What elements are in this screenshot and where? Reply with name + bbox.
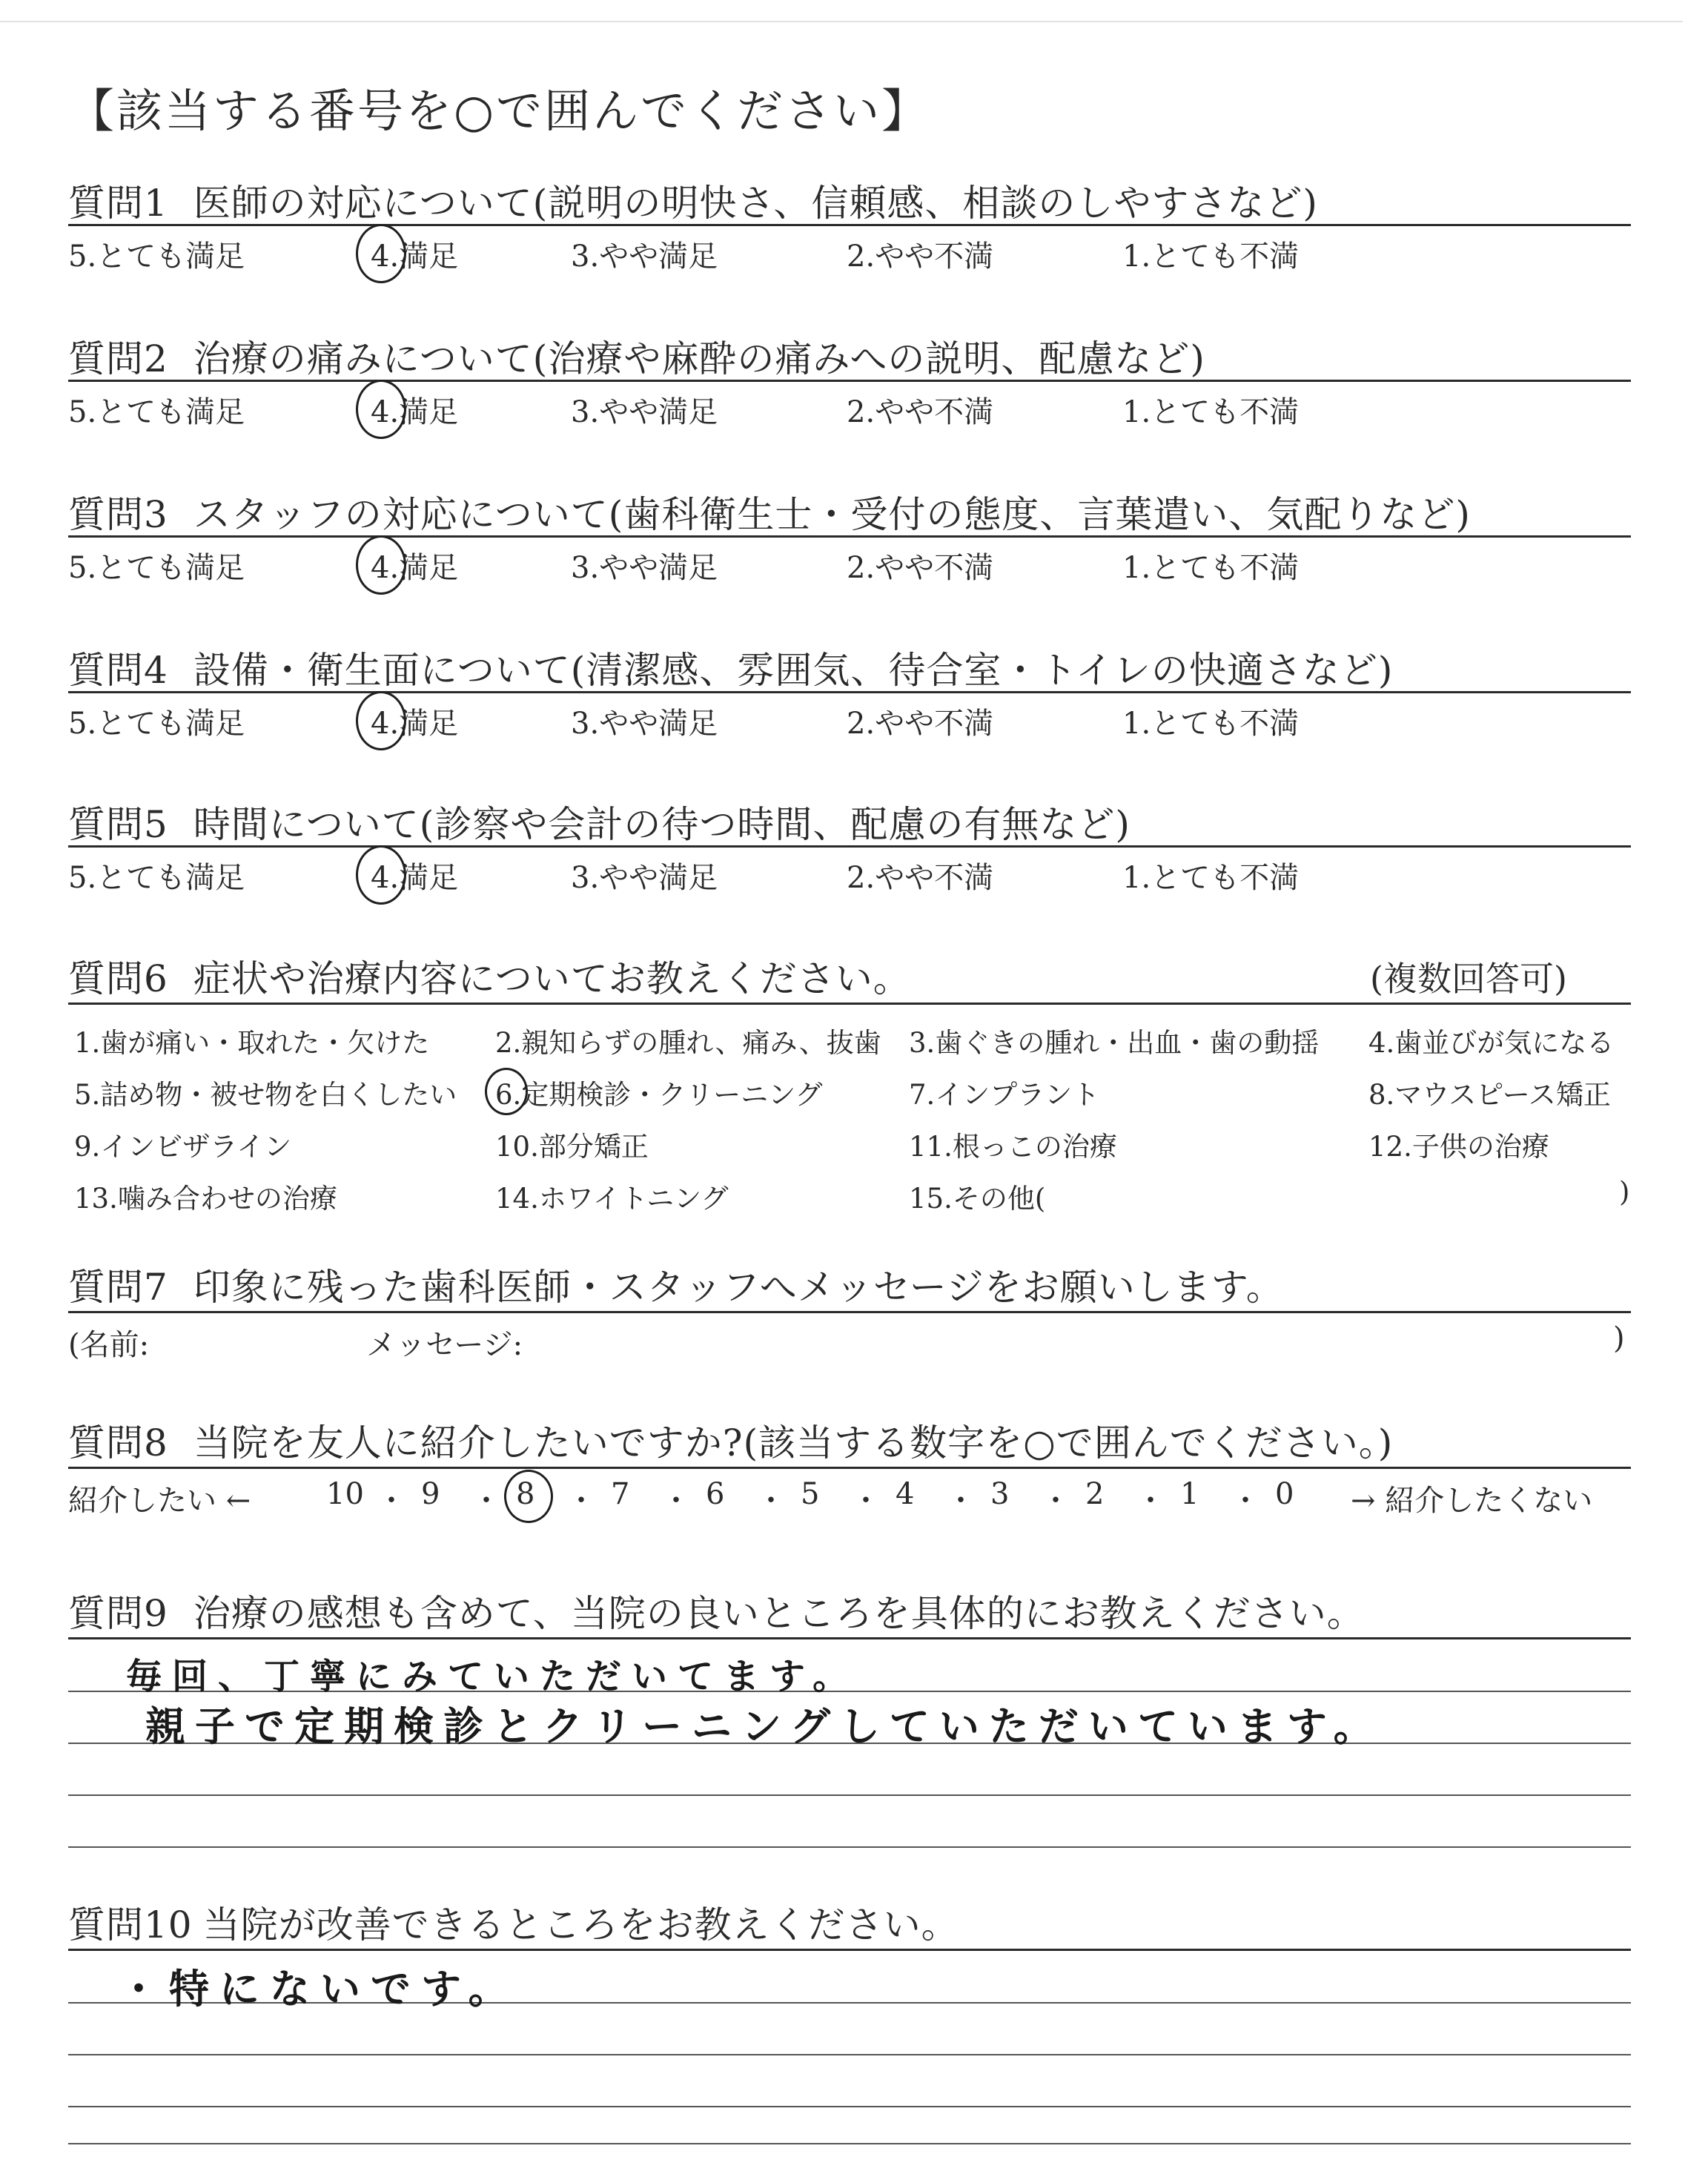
scale-value[interactable]: 6 bbox=[706, 1477, 725, 1511]
treatment-option[interactable]: 13.噛み合わせの治療 bbox=[74, 1183, 337, 1215]
multiple-answer-note: (複数回答可) bbox=[1370, 959, 1567, 999]
rating-option[interactable]: 2.やや不満 bbox=[847, 240, 994, 274]
rating-option[interactable]: 4.満足 bbox=[371, 861, 459, 895]
question-number: 質問3 bbox=[68, 493, 168, 536]
question-title bbox=[68, 795, 1131, 848]
question-5 bbox=[0, 795, 1708, 943]
selected-answer-circle bbox=[356, 380, 406, 439]
rating-option[interactable]: 5.とても満足 bbox=[68, 707, 245, 741]
scale-value[interactable]: 2 bbox=[1085, 1477, 1105, 1511]
scale-separator: ・ bbox=[377, 1484, 406, 1518]
question-text: 当院が改善できるところをお教えください。 bbox=[202, 1903, 959, 1946]
scale-separator: ・ bbox=[756, 1484, 786, 1518]
handwritten-answer-line: 毎回、丁寧にみていただいてます。 bbox=[126, 1656, 859, 1697]
question-title bbox=[68, 1413, 1393, 1467]
question-text: 印象に残った歯科医師・スタッフへメッセージをお願いします。 bbox=[193, 1266, 1284, 1309]
treatment-option[interactable]: 15.その他( bbox=[909, 1183, 1046, 1215]
question-rule bbox=[68, 1467, 1631, 1469]
rating-option[interactable]: 3.やや満足 bbox=[571, 861, 718, 895]
question-rule bbox=[68, 1637, 1631, 1639]
scan-top-edge bbox=[0, 21, 1683, 22]
rating-option[interactable]: 3.やや満足 bbox=[571, 240, 718, 274]
treatment-option[interactable]: 7.インプラント bbox=[909, 1079, 1100, 1111]
closing-paren: ) bbox=[1613, 1321, 1625, 1355]
selected-answer-circle bbox=[356, 691, 406, 750]
rating-option[interactable]: 2.やや不満 bbox=[847, 861, 994, 895]
question-3 bbox=[0, 485, 1708, 633]
message-label: メッセージ: bbox=[366, 1328, 523, 1362]
scale-value[interactable]: 7 bbox=[611, 1477, 630, 1511]
rating-option[interactable]: 1.とても不満 bbox=[1122, 395, 1300, 429]
answer-line bbox=[68, 2143, 1631, 2144]
rating-option[interactable]: 4.満足 bbox=[371, 395, 459, 429]
treatment-option[interactable]: 6.定期検診・クリーニング bbox=[495, 1079, 823, 1111]
question-rule bbox=[68, 1311, 1631, 1313]
scale-separator: ・ bbox=[1041, 1484, 1070, 1518]
question-rule bbox=[68, 1949, 1631, 1951]
scale-value[interactable]: 8 bbox=[516, 1477, 535, 1511]
question-text: 治療の痛みについて(治療や麻酔の痛みへの説明、配慮など) bbox=[193, 337, 1205, 380]
question-number: 質問9 bbox=[68, 1592, 168, 1635]
selected-answer-circle bbox=[356, 845, 406, 905]
rating-option[interactable]: 1.とても不満 bbox=[1122, 707, 1300, 741]
question-4 bbox=[0, 641, 1708, 789]
question-text: 当院を友人に紹介したいですか?(該当する数字を○で囲んでください。) bbox=[193, 1421, 1394, 1464]
scale-separator: ・ bbox=[1136, 1484, 1165, 1518]
question-7 bbox=[0, 1258, 1708, 1361]
question-number: 質問4 bbox=[68, 649, 168, 692]
treatment-option[interactable]: 8.マウスピース矯正 bbox=[1368, 1079, 1611, 1111]
question-title bbox=[68, 485, 1471, 538]
rating-option[interactable]: 5.とても満足 bbox=[68, 240, 245, 274]
name-label: (名前: bbox=[68, 1328, 150, 1362]
selected-answer-circle bbox=[504, 1470, 553, 1523]
question-10 bbox=[0, 1895, 1708, 2147]
scale-value[interactable]: 1 bbox=[1180, 1477, 1199, 1511]
question-title bbox=[68, 641, 1393, 694]
treatment-option[interactable]: 2.親知らずの腫れ、痛み、抜歯 bbox=[495, 1027, 881, 1059]
rating-option[interactable]: 4.満足 bbox=[371, 551, 459, 585]
question-number: 質問10 bbox=[68, 1903, 193, 1946]
question-number: 質問8 bbox=[68, 1421, 168, 1464]
question-number: 質問5 bbox=[68, 803, 168, 846]
selected-answer-circle bbox=[356, 224, 406, 283]
rating-option[interactable]: 3.やや満足 bbox=[571, 551, 718, 585]
question-text: スタッフの対応について(歯科衛生士・受付の態度、言葉遣い、気配りなど) bbox=[193, 493, 1471, 536]
selected-answer-circle bbox=[485, 1068, 528, 1115]
handwritten-answer-line: ・特にないです。 bbox=[119, 1966, 519, 2012]
scale-value[interactable]: 0 bbox=[1275, 1477, 1294, 1511]
question-text: 医師の対応について(説明の明快さ、信頼感、相談のしやすさなど) bbox=[193, 182, 1318, 225]
rating-option[interactable]: 5.とても満足 bbox=[68, 551, 245, 585]
question-number: 質問7 bbox=[68, 1266, 168, 1309]
treatment-option[interactable]: 3.歯ぐきの腫れ・出血・歯の動揺 bbox=[909, 1027, 1320, 1059]
instruction-heading: 【該当する番号を○で囲んでください】 bbox=[68, 84, 930, 138]
rating-option[interactable]: 5.とても満足 bbox=[68, 395, 245, 429]
question-title bbox=[68, 949, 911, 1003]
selected-answer-circle bbox=[356, 535, 406, 595]
scale-value[interactable]: 5 bbox=[801, 1477, 820, 1511]
question-title bbox=[68, 329, 1205, 383]
scale-value[interactable]: 3 bbox=[990, 1477, 1010, 1511]
treatment-option[interactable]: 10.部分矯正 bbox=[495, 1131, 649, 1163]
treatment-option[interactable]: 12.子供の治療 bbox=[1368, 1131, 1549, 1163]
question-text: 設備・衛生面について(清潔感、雰囲気、待合室・トイレの快適さなど) bbox=[193, 649, 1394, 692]
question-rule bbox=[68, 845, 1631, 848]
answer-line bbox=[68, 1794, 1631, 1796]
rating-option[interactable]: 3.やや満足 bbox=[571, 707, 718, 741]
answer-line bbox=[68, 2106, 1631, 2107]
rating-option[interactable]: 1.とても不満 bbox=[1122, 240, 1300, 274]
question-title bbox=[68, 1258, 1284, 1311]
scale-value[interactable]: 9 bbox=[421, 1477, 440, 1511]
question-9 bbox=[0, 1584, 1708, 1851]
scale-value[interactable]: 10 bbox=[326, 1477, 364, 1511]
question-title bbox=[68, 1895, 959, 1949]
treatment-option[interactable]: 5.詰め物・被せ物を白くしたい bbox=[74, 1079, 457, 1111]
question-rule bbox=[68, 224, 1631, 226]
question-text: 症状や治療内容についてお教えください。 bbox=[193, 957, 911, 1000]
question-number: 質問1 bbox=[68, 182, 168, 225]
rating-option[interactable]: 4.満足 bbox=[371, 240, 459, 274]
rating-option[interactable]: 1.とても不満 bbox=[1122, 861, 1300, 895]
rating-option[interactable]: 2.やや不満 bbox=[847, 395, 994, 429]
scale-value[interactable]: 4 bbox=[896, 1477, 915, 1511]
scale-separator: ・ bbox=[946, 1484, 976, 1518]
rating-option[interactable]: 5.とても満足 bbox=[68, 861, 245, 895]
question-8 bbox=[0, 1413, 1708, 1532]
question-number: 質問6 bbox=[68, 957, 168, 1000]
scale-separator: ・ bbox=[661, 1484, 691, 1518]
rating-option[interactable]: 4.満足 bbox=[371, 707, 459, 741]
other-closing-paren: ) bbox=[1619, 1176, 1630, 1208]
rating-option[interactable]: 2.やや不満 bbox=[847, 551, 994, 585]
recommend-left-label: 紹介したい ← bbox=[68, 1484, 251, 1518]
scale-separator: ・ bbox=[851, 1484, 881, 1518]
treatment-option[interactable]: 1.歯が痛い・取れた・欠けた bbox=[74, 1027, 430, 1059]
scale-separator: ・ bbox=[471, 1484, 501, 1518]
question-rule bbox=[68, 535, 1631, 538]
recommend-right-label: → 紹介したくない bbox=[1351, 1484, 1593, 1518]
question-rule bbox=[68, 691, 1631, 693]
question-text: 時間について(診察や会計の待つ時間、配慮の有無など) bbox=[193, 803, 1131, 846]
question-number: 質問2 bbox=[68, 337, 168, 380]
question-title bbox=[68, 174, 1318, 227]
question-1 bbox=[0, 174, 1708, 322]
rating-option[interactable]: 2.やや不満 bbox=[847, 707, 994, 741]
answer-line bbox=[68, 1846, 1631, 1848]
treatment-option[interactable]: 14.ホワイトニング bbox=[495, 1183, 729, 1215]
question-6 bbox=[0, 949, 1708, 1216]
treatment-option[interactable]: 9.インビザライン bbox=[74, 1131, 292, 1163]
question-title bbox=[68, 1584, 1365, 1637]
treatment-option[interactable]: 4.歯並びが気になる bbox=[1368, 1027, 1615, 1059]
scale-separator: ・ bbox=[1231, 1484, 1260, 1518]
question-2 bbox=[0, 329, 1708, 478]
treatment-option[interactable]: 11.根っこの治療 bbox=[909, 1131, 1117, 1163]
rating-option[interactable]: 1.とても不満 bbox=[1122, 551, 1300, 585]
question-rule bbox=[68, 380, 1631, 382]
question-text: 治療の感想も含めて、当院の良いところを具体的にお教えください。 bbox=[193, 1592, 1365, 1635]
question-rule bbox=[68, 1003, 1631, 1005]
answer-line bbox=[68, 2054, 1631, 2055]
rating-option[interactable]: 3.やや満足 bbox=[571, 395, 718, 429]
handwritten-answer-line: 親子で定期検診とクリーニングしていただいています。 bbox=[145, 1703, 1383, 1750]
scale-separator: ・ bbox=[566, 1484, 596, 1518]
